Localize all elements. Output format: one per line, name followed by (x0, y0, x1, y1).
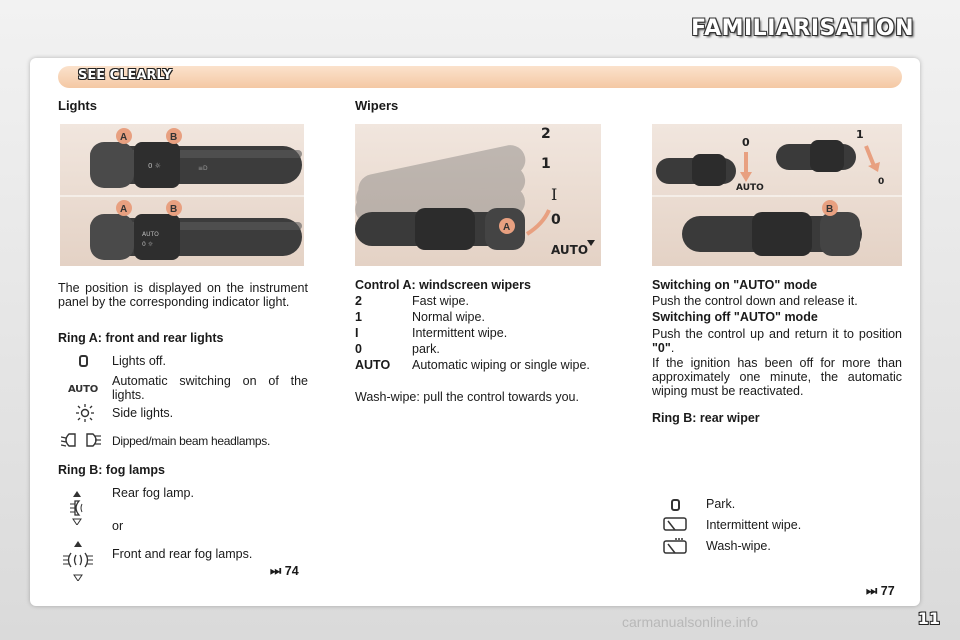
position-0-label: 0 (551, 212, 561, 228)
wiper-position-label: Normal wipe. (412, 310, 485, 324)
position-1-label: 1 (541, 156, 551, 172)
ring-b-item-label: Rear fog lamp. (112, 486, 194, 500)
auto-icon: AUTO (67, 383, 99, 395)
wiper-position-label: Automatic wiping or single wipe. (412, 358, 590, 372)
rear-wash-icon (660, 536, 690, 556)
rear-fog-icon (64, 490, 90, 526)
svg-text:AUTO: AUTO (142, 231, 159, 238)
front-rear-fog-icon (60, 540, 96, 582)
ring-a-item-label: Lights off. (112, 354, 166, 368)
ring-b-label: B (170, 132, 178, 143)
svg-text:≡D: ≡D (198, 165, 208, 172)
page-number: 11 (917, 609, 940, 628)
wiper-position-key: 2 (355, 294, 362, 308)
rear-wiper-item-label: Park. (706, 497, 736, 511)
page-ref-arrow-icon: ⏭ (866, 584, 878, 598)
rear-wiper-ring-title: Ring B: rear wiper (652, 411, 760, 425)
rear-intermittent-icon (660, 516, 690, 534)
sidelights-icon (72, 403, 98, 423)
wiper-position-label: park. (412, 342, 440, 356)
watermark: carmanualsonline.info (622, 614, 759, 630)
wiper-position-key: 1 (355, 310, 362, 324)
lights-heading: Lights (58, 98, 97, 113)
ring-b-item-label: Front and rear fog lamps. (112, 547, 253, 561)
rear-wiper-item-label: Intermittent wipe. (706, 518, 802, 532)
position-auto-label: AUTO (551, 243, 589, 257)
auto-one-label: 1 (856, 128, 864, 141)
control-a-label: A (503, 222, 511, 233)
auto-zero-label: 0 (742, 136, 750, 149)
lights-intro: The position is displayed on the instrument panel by the corresponding indicator light. (58, 281, 308, 309)
rear-wiper-item-label: Wash-wipe. (706, 539, 771, 553)
auto-off-title: Switching off "AUTO" mode (652, 310, 818, 324)
control-a-title: Control A: windscreen wipers (355, 278, 531, 292)
lights-page-ref[interactable]: ⏭ 74 (270, 564, 299, 578)
auto-ignition-text: If the ignition has been off for more than approximately one minute, the automatic wiping must be reactivated. (652, 356, 902, 398)
position-i-label: I (551, 185, 558, 204)
ring-a-item-label: Automatic switching on of the lights. (112, 374, 308, 402)
auto-page-ref[interactable]: ⏭ 77 (866, 584, 895, 598)
ring-b-title: Ring B: fog lamps (58, 463, 165, 477)
ring-a-title: Ring A: front and rear lights (58, 331, 224, 345)
ring-a-label: A (120, 132, 128, 143)
section-title: SEE CLEARLY (78, 68, 173, 83)
position-2-label: 2 (541, 126, 551, 142)
ring-a-item-label: Dipped/main beam headlamps. (112, 434, 270, 448)
wiper-position-key: I (355, 326, 359, 340)
ring-a-label-lower: A (120, 204, 128, 215)
wiper-position-key: 0 (355, 342, 362, 356)
dipped-main-beam-icon (60, 430, 102, 450)
wiper-position-label: Intermittent wipe. (412, 326, 508, 340)
auto-off-text: Push the control up and return it to position "0". (652, 327, 902, 355)
wipers-stalk-image (355, 124, 601, 266)
ring-b-or: or (112, 519, 124, 533)
wiper-position-label: Fast wipe. (412, 294, 469, 308)
page-ref-arrow-icon: ⏭ (270, 564, 282, 578)
auto-auto-label: AUTO (736, 183, 764, 193)
wash-wipe-text: Wash-wipe: pull the control towards you. (355, 390, 579, 404)
page-header-title: FAMILIARISATION (691, 16, 914, 41)
ring-b-label-lower: B (170, 204, 178, 215)
auto-on-title: Switching on "AUTO" mode (652, 278, 818, 292)
auto-mode-image (652, 124, 902, 266)
wiper-position-key: AUTO (355, 358, 391, 372)
ring-a-item-label: Side lights. (112, 406, 174, 420)
wipers-heading: Wipers (355, 98, 399, 113)
zero-icon (660, 496, 690, 514)
svg-text:0 ☼: 0 ☼ (142, 241, 154, 248)
svg-text:0 ☼: 0 ☼ (148, 162, 161, 170)
lights-stalk-image (60, 124, 304, 266)
auto-zero2-label: 0 (878, 177, 885, 187)
auto-ring-b-label: B (826, 204, 834, 215)
zero-icon (66, 352, 100, 370)
auto-on-text: Push the control down and release it. (652, 294, 858, 308)
section-bar (58, 66, 902, 88)
